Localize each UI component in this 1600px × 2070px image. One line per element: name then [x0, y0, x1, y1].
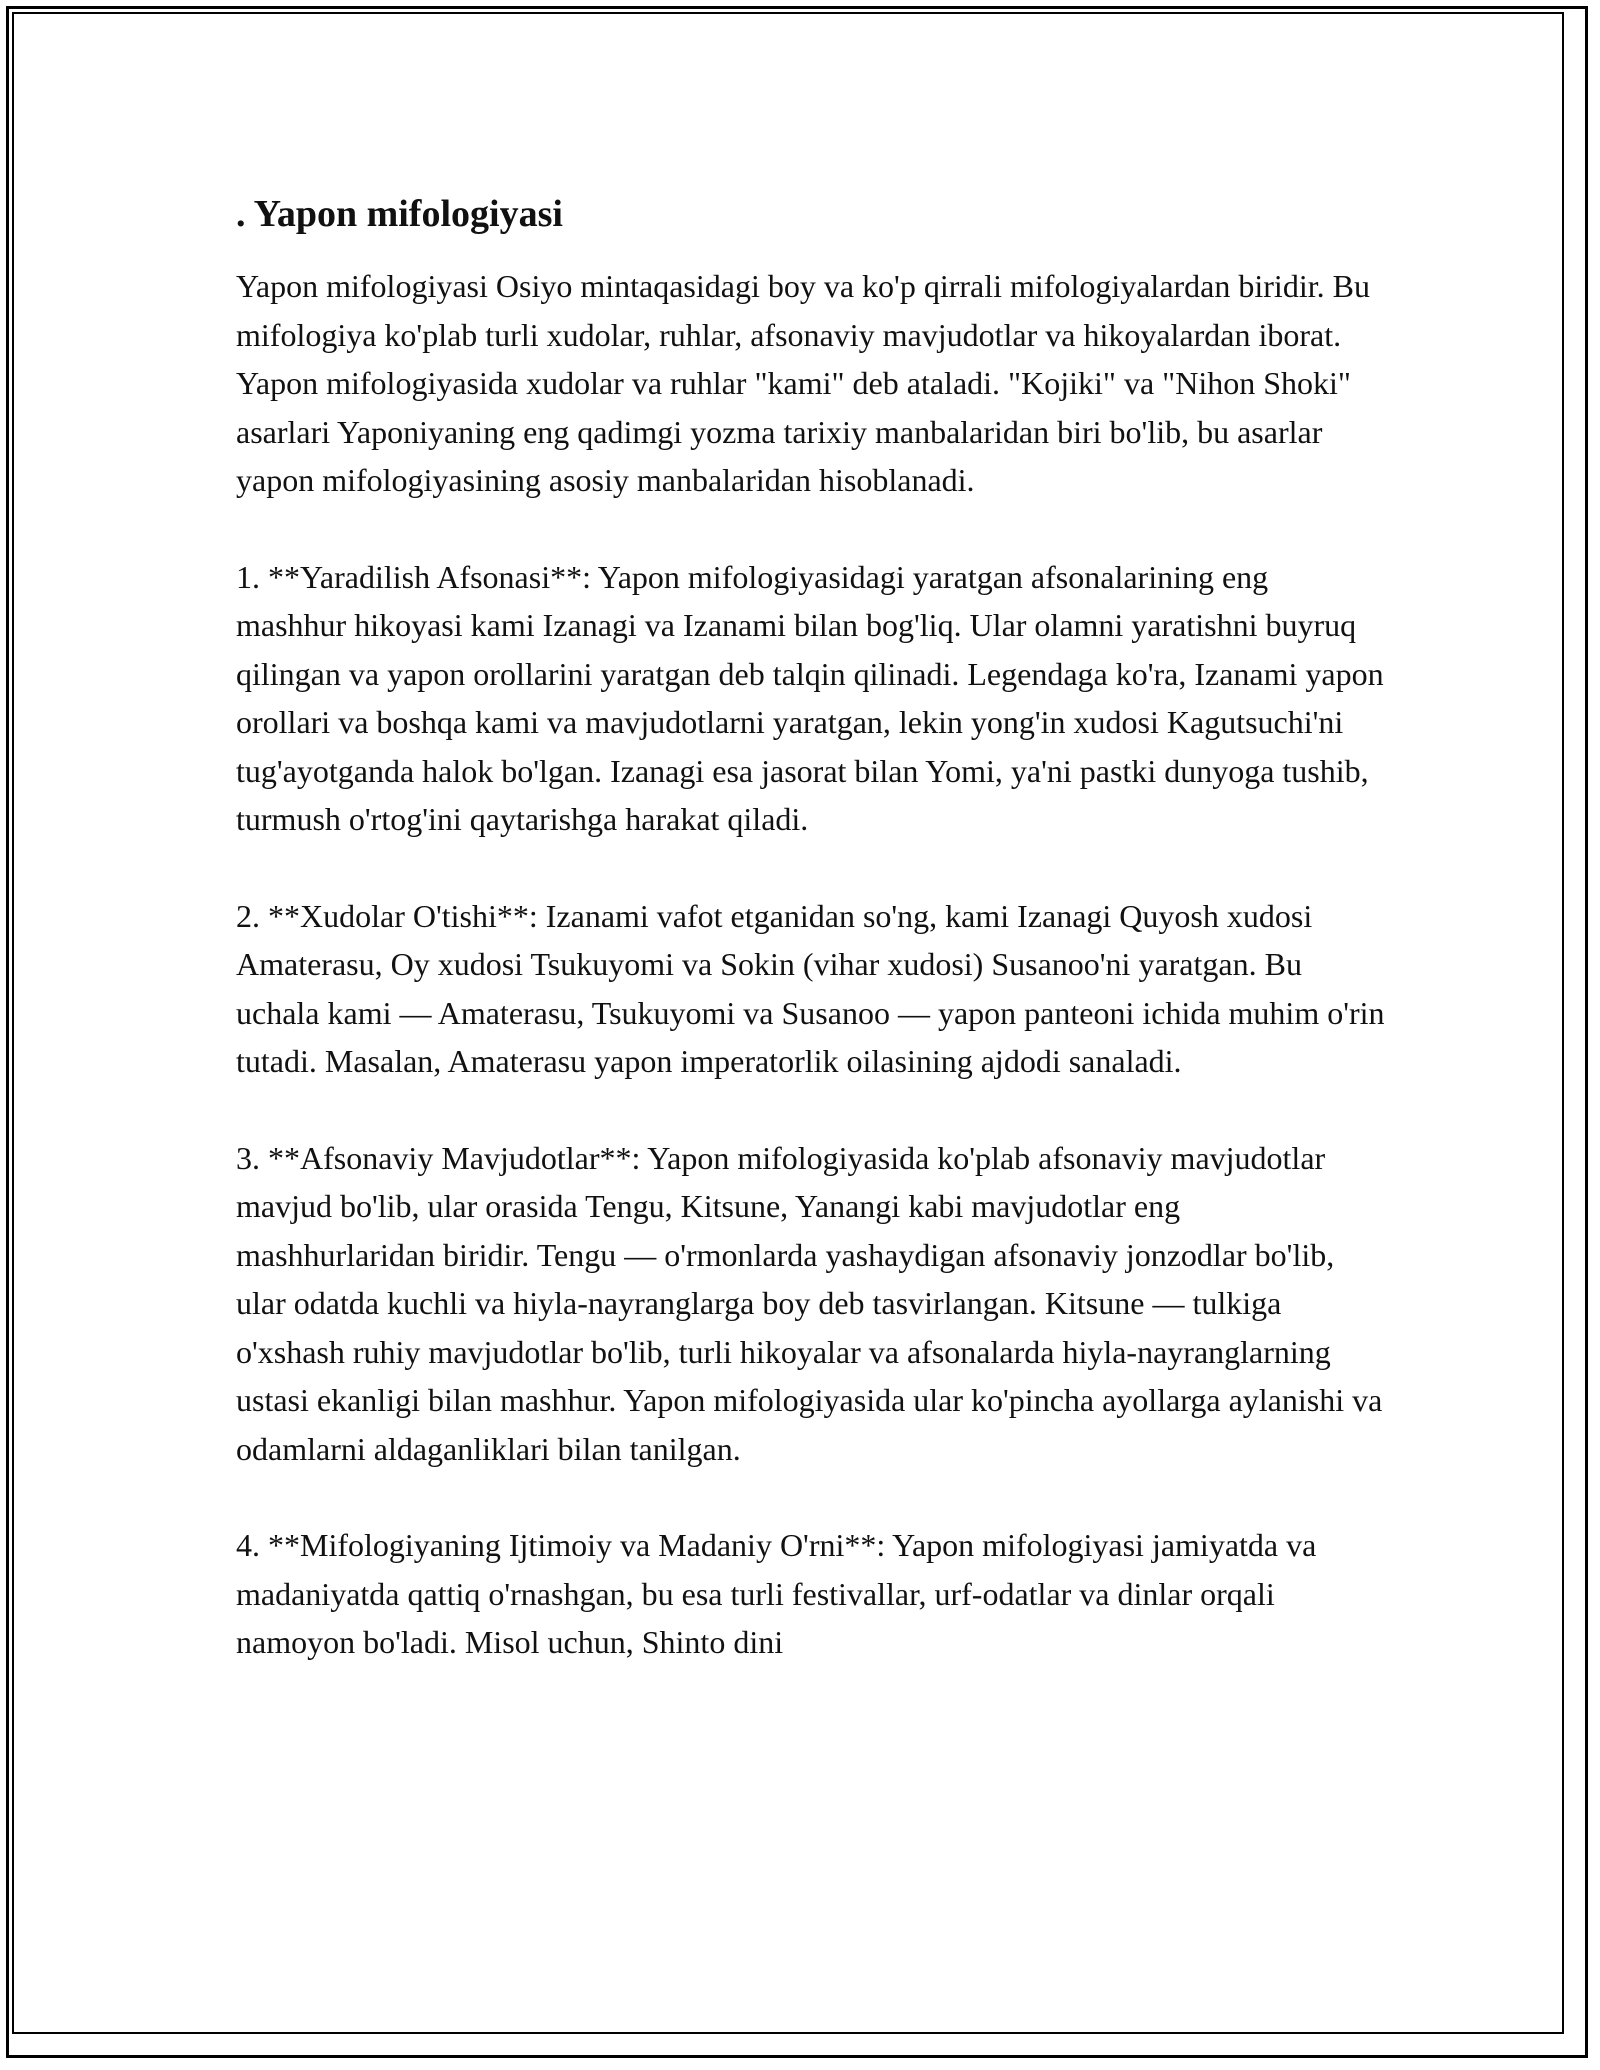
paragraph-xudolar-otishi: 2. **Xudolar O'tishi**: Izanami vafot etganidan so'ng, kami Izanagi Quyosh xudosi Amaterasu, Oy xudosi Tsukuyomi va Sokin (vihar xudosi) Susanoo'ni yaratgan. Bu uchala kami — Amaterasu, Tsukuyomi va Susanoo — yapon panteoni ichida muhim o'rin tutadi. Masalan, Amaterasu yapon imperatorlik oilasining ajdodi sanaladi. — [236, 897, 1385, 1079]
paragraph-ijtimoiy-madaniy-orni: 4. **Mifologiyaning Ijtimoiy va Madaniy O'rni**: Yapon mifologiyasi jamiyatda va madaniyatda qattiq o'rnashgan, bu esa turli festivallar, urf-odatlar va dinlar orqali namoyon bo'ladi. Misol uchun, Shinto dini — [236, 1527, 1317, 1660]
paragraph-afsonaviy-mavjudotlar: 3. **Afsonaviy Mavjudotlar**: Yapon mifologiyasida ko'plab afsonaviy mavjudotlar mavjud bo'lib, ular orasida Tengu, Kitsune, Yanangi kabi mavjudotlar eng mashhurlaridan biridir. Tengu — o'rmonlarda yashaydigan afsonaviy jonzodlar bo'lib, ular odatda kuchli va hiyla-nayranglarga boy deb tasvirlangan. Kitsune — tulkiga o'xshash ruhiy mavjudotlar bo'lib, turli hikoyalar va afsonalarda hiyla-nayranglarning ustasi ekanligi bilan mashhur. Yapon mifologiyasida ular ko'pincha ayollarga aylanishi va odamlarni aldaganliklari bilan tanilgan. — [236, 1139, 1383, 1467]
document-body — [236, 186, 1386, 1715]
intro-paragraph: Yapon mifologiyasi Osiyo mintaqasidagi boy va ko'p qirrali mifologiyalardan biridir. Bu mifologiya ko'plab turli xudolar, ruhlar, afsonaviy mavjudotlar va hikoyalardan iborat. Yapon mifologiyasida xudolar va ruhlar "kami" deb ataladi. "Kojiki" va "Nihon Shoki" asarlari Yaponiyaning eng qadimgi yozma tarixiy manbalaridan biri bo'lib, bu asarlar yapon mifologiyasining asosiy manbalaridan hisoblanadi. — [236, 268, 1370, 498]
paragraph-yaradilish-afsonasi: 1. **Yaradilish Afsonasi**: Yapon mifologiyasidagi yaratgan afsonalarining eng mashhur hikoyasi kami Izanagi va Izanami bilan bog'liq. Ular olamni yaratishni buyruq qilingan va yapon orollarini yaratgan deb talqin qilinadi. Legendaga ko'ra, Izanami yapon orollari va boshqa kami va mavjudotlarni yaratgan, lekin yong'in xudosi Kagutsuchi'ni tug'ayotganda halok bo'lgan. Izanagi esa jasorat bilan Yomi, ya'ni pastki dunyoga tushib, turmush o'rtog'ini qaytarishga harakat qiladi. — [236, 558, 1384, 837]
document-title: . Yapon mifologiyasi — [236, 193, 563, 235]
